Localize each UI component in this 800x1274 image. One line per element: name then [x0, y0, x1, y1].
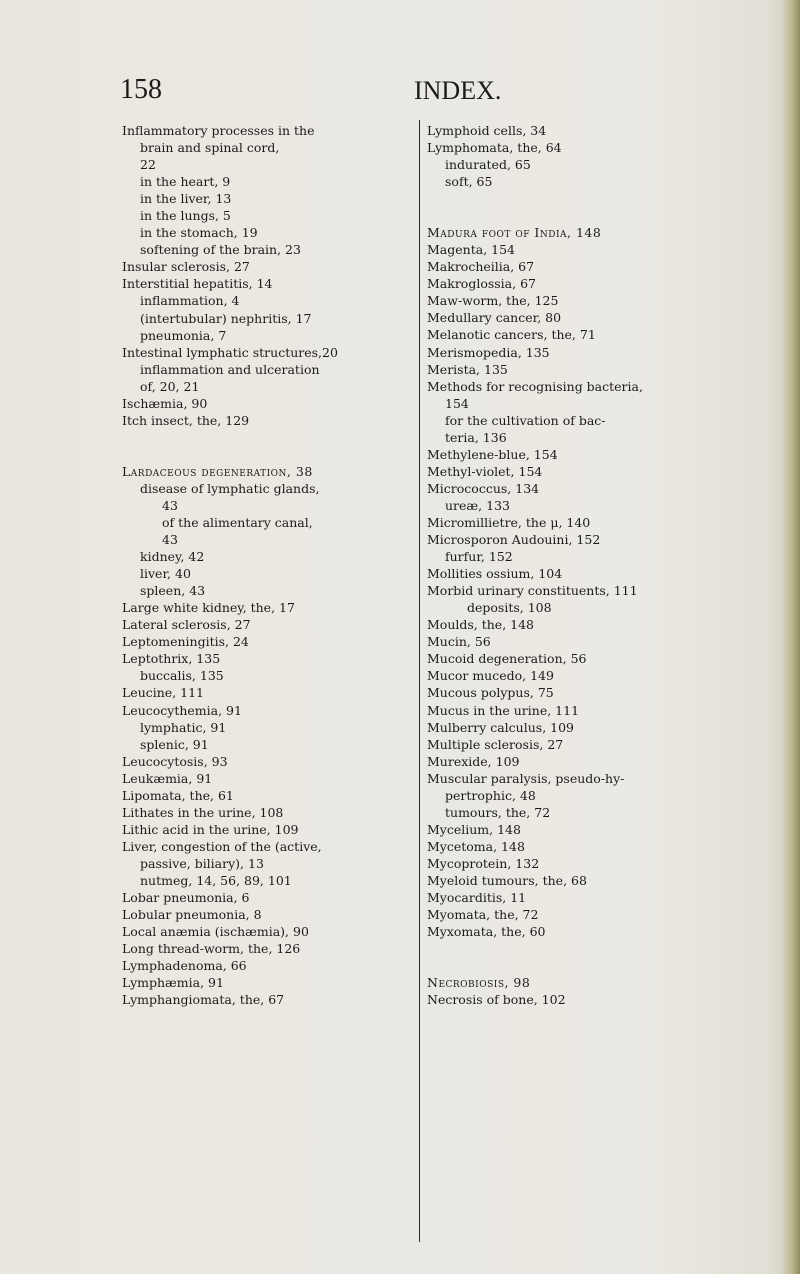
index-subentry: of the alimentary canal, [162, 514, 313, 530]
index-entry: Mucoid degeneration, 56 [427, 651, 587, 667]
column-divider [419, 120, 420, 1242]
index-entry: Melanotic cancers, the, 71 [427, 327, 596, 343]
index-subentry: for the cultivation of bac- [445, 412, 606, 428]
index-entry: Myomata, the, 72 [427, 907, 539, 923]
index-subentry: pneumonia, 7 [140, 327, 227, 343]
index-entry: Multiple sclerosis, 27 [427, 736, 564, 752]
index-entry: Mollities ossium, 104 [427, 566, 563, 582]
index-entry: Microsporon Audouini, 152 [427, 532, 601, 548]
index-entry: Micrococcus, 134 [427, 480, 540, 496]
index-entry: Lymphomata, the, 64 [427, 140, 562, 156]
index-entry: Makroglossia, 67 [427, 276, 536, 292]
index-entry: Merista, 135 [427, 361, 508, 377]
index-entry: Magenta, 154 [427, 242, 515, 258]
index-entry: Lithic acid in the urine, 109 [122, 821, 299, 837]
index-subentry: splenic, 91 [140, 736, 209, 752]
index-subentry: tumours, the, 72 [445, 804, 551, 820]
index-entry: Methylene-blue, 154 [427, 446, 558, 462]
index-subentry: inflammation, 4 [140, 293, 240, 309]
index-subentry: inflammation and ulceration [140, 361, 320, 377]
index-subentry: disease of lymphatic glands, [140, 480, 320, 496]
index-column-right [427, 122, 719, 1008]
index-entry: Liver, congestion of the (active, [122, 838, 322, 854]
index-subentry: indurated, 65 [445, 157, 531, 173]
index-subentry: lymphatic, 91 [140, 719, 227, 735]
index-entry: Leucocythemia, 91 [122, 702, 242, 718]
index-entry: Inflammatory processes in the [122, 123, 315, 138]
index-subentry: teria, 136 [445, 429, 507, 445]
index-subentry: pertrophic, 48 [445, 787, 536, 803]
index-subentry: of, 20, 21 [140, 378, 200, 394]
index-subentry: spleen, 43 [140, 583, 206, 599]
index-entry: Large white kidney, the, 17 [122, 600, 295, 616]
index-entry: Lymphadenoma, 66 [122, 958, 247, 974]
section-gap [427, 190, 719, 224]
index-entry: Ischæmia, 90 [122, 395, 208, 411]
index-entry: Leucocytosis, 93 [122, 753, 228, 769]
index-entry: Lipomata, the, 61 [122, 787, 234, 803]
index-entry: Lymphangiomata, the, 67 [122, 992, 285, 1008]
index-entry: Interstitial hepatitis, 14 [122, 276, 273, 292]
index-subentry: nutmeg, 14, 56, 89, 101 [140, 872, 292, 888]
index-subentry: kidney, 42 [140, 549, 205, 565]
index-subentry: soft, 65 [445, 174, 493, 190]
index-entry: Myocarditis, 11 [427, 890, 527, 906]
index-entry: Merismopedia, 135 [427, 344, 550, 360]
index-entry: Lateral sclerosis, 27 [122, 617, 251, 633]
page-header [120, 74, 720, 110]
index-subentry: softening of the brain, 23 [140, 242, 301, 258]
index-entry: Methods for recognising bacteria, [427, 378, 643, 394]
index-entry: Mucor mucedo, 149 [427, 668, 554, 684]
index-subentry: furfur, 152 [445, 549, 513, 565]
index-subentry: in the heart, 9 [140, 174, 231, 190]
index-entry: Maw-worm, the, 125 [427, 293, 559, 309]
index-entry: Mycetoma, 148 [427, 838, 525, 854]
index-entry: Lardaceous degeneration, 38 [122, 463, 313, 479]
index-entry: Medullary cancer, 80 [427, 310, 562, 326]
index-entry: Mulberry calculus, 109 [427, 719, 575, 735]
index-entry: Leukæmia, 91 [122, 770, 213, 786]
index-entry: Mucous polypus, 75 [427, 685, 554, 701]
index-entry: Leptothrix, 135 [122, 651, 221, 667]
index-entry: Lobar pneumonia, 6 [122, 890, 250, 906]
page-number: 158 [120, 74, 162, 105]
index-subentry: brain and spinal cord, [140, 140, 280, 156]
index-entry: Necrosis of bone, 102 [427, 992, 566, 1008]
index-entry: Madura foot of India, 148 [427, 225, 602, 241]
page-edge-shadow [782, 0, 800, 1274]
running-title: INDEX. [414, 76, 502, 105]
index-subentry: 22 [140, 157, 156, 173]
index-subentry: in the liver, 13 [140, 191, 232, 207]
index-subentry: deposits, 108 [467, 600, 552, 616]
index-entry: Insular sclerosis, 27 [122, 259, 250, 275]
index-entry: Myxomata, the, 60 [427, 924, 546, 940]
index-entry: Lithates in the urine, 108 [122, 804, 284, 820]
index-subentry: passive, biliary), 13 [140, 855, 264, 871]
index-entry: Lymphæmia, 91 [122, 975, 224, 991]
index-entry: Leucine, 111 [122, 685, 205, 701]
index-entry: Methyl-violet, 154 [427, 463, 543, 479]
index-entry: Intestinal lymphatic structures,20 [122, 344, 338, 360]
index-subentry: liver, 40 [140, 566, 191, 582]
index-entry: Murexide, 109 [427, 753, 520, 769]
index-entry: Long thread-worm, the, 126 [122, 941, 301, 957]
index-entry: Moulds, the, 148 [427, 617, 535, 633]
index-entry: Morbid urinary constituents, 111 [427, 583, 638, 599]
index-subentry: 154 [445, 395, 469, 411]
index-entry: Mucin, 56 [427, 634, 491, 650]
section-gap [427, 940, 719, 974]
index-entry: Mycoprotein, 132 [427, 855, 540, 871]
index-entry: Muscular paralysis, pseudo-hy- [427, 770, 625, 786]
index-entry: Lobular pneumonia, 8 [122, 907, 262, 923]
index-subentry: in the lungs, 5 [140, 208, 231, 224]
index-subentry: in the stomach, 19 [140, 225, 258, 241]
index-entry: Mucus in the urine, 111 [427, 702, 580, 718]
section-gap [122, 429, 414, 463]
index-entry: Lymphoid cells, 34 [427, 123, 547, 138]
index-subentry: 43 [162, 532, 178, 548]
index-subentry: ureæ, 133 [445, 497, 510, 513]
index-entry: Local anæmia (ischæmia), 90 [122, 924, 309, 940]
index-entry: Itch insect, the, 129 [122, 412, 250, 428]
index-entry: Myeloid tumours, the, 68 [427, 872, 587, 888]
index-subentry: (intertubular) nephritis, 17 [140, 310, 312, 326]
index-subentry: 43 [162, 497, 178, 513]
index-entry: Makrocheilia, 67 [427, 259, 535, 275]
index-column-left [122, 122, 414, 1008]
index-entry: Micromillietre, the μ, 140 [427, 514, 591, 530]
index-entry: Leptomeningitis, 24 [122, 634, 249, 650]
index-subentry: buccalis, 135 [140, 668, 224, 684]
index-entry: Necrobiosis, 98 [427, 975, 531, 991]
index-entry: Mycelium, 148 [427, 821, 521, 837]
